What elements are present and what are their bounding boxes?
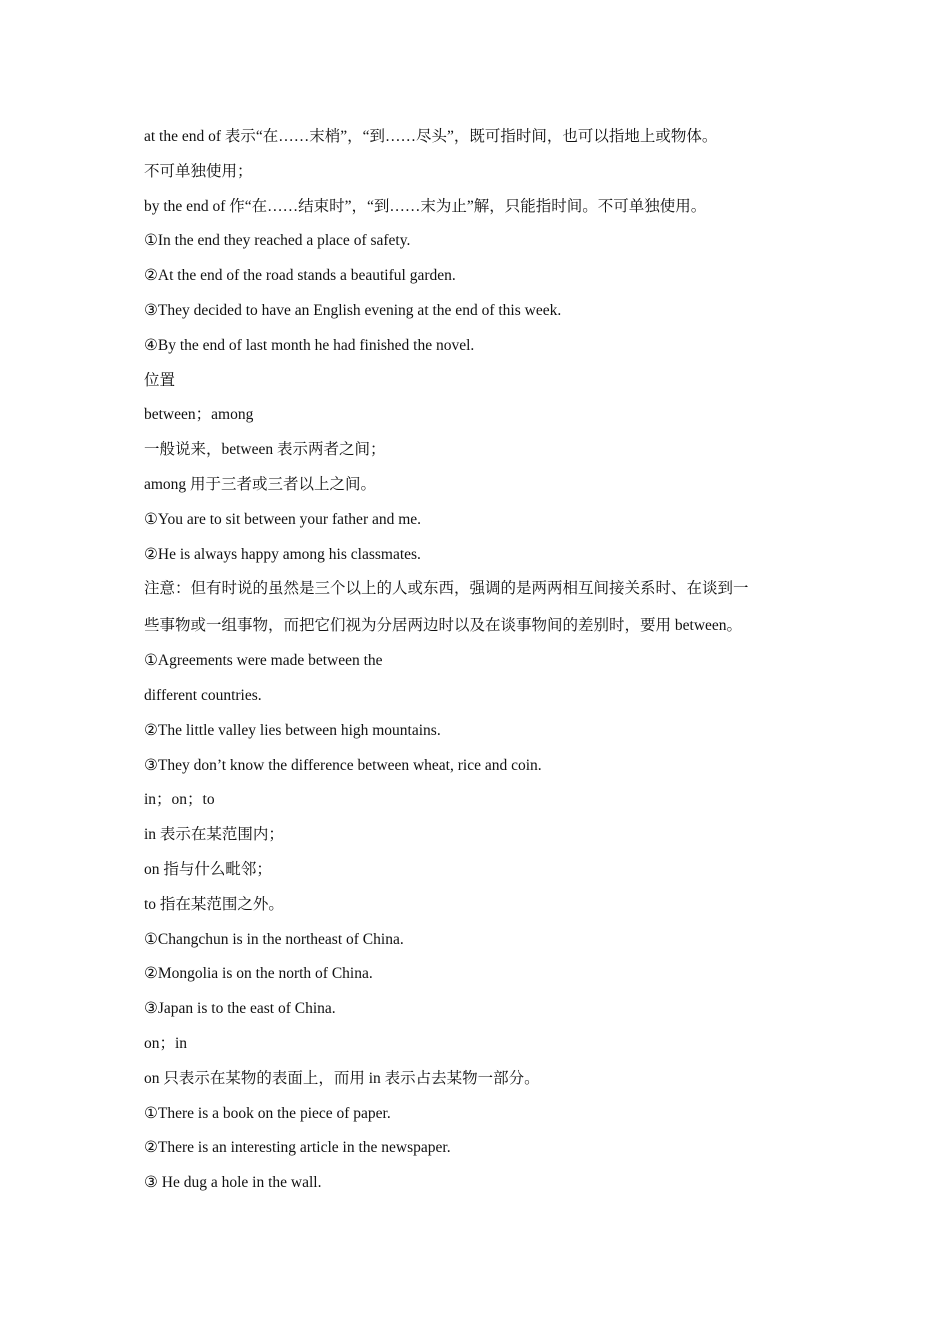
section-heading: 位置 <box>144 371 176 389</box>
document-body <box>144 124 804 1205</box>
subsection-heading: in；on；to <box>144 791 215 809</box>
text-line: by the end of 作“在……结束时”，“到……末为止”解，只能指时间。不可单独使用。 <box>144 197 707 215</box>
example-sentence: ③ He dug a hole in the wall. <box>144 1174 322 1192</box>
note-line: 注意：但有时说的虽然是三个以上的人或东西，强调的是两两相互间接关系时、在谈到一 <box>144 580 749 598</box>
example-sentence: ③They decided to have an English evening at the end of this week. <box>144 301 562 319</box>
text-line: among 用于三者或三者以上之间。 <box>144 475 377 493</box>
example-sentence: ④By the end of last month he had finished the novel. <box>144 336 475 354</box>
subsection-heading: on；in <box>144 1034 188 1052</box>
example-sentence: different countries. <box>144 686 262 704</box>
example-sentence: ②He is always happy among his classmates. <box>144 545 421 563</box>
text-line: on 只表示在某物的表面上，而用 in 表示占去某物一部分。 <box>144 1069 540 1087</box>
text-line: 不可单独使用； <box>144 162 253 180</box>
text-line: at the end of 表示“在……末梢”，“到……尽头”，既可指时间，也可以指地上或物体。 <box>144 128 718 145</box>
example-sentence: ①Changchun is in the northeast of China. <box>144 930 404 948</box>
text-line: on 指与什么毗邻； <box>144 860 272 878</box>
text-line: 一般说来，between 表示两者之间； <box>144 441 386 459</box>
example-sentence: ②There is an interesting article in the newspaper. <box>144 1139 451 1157</box>
example-sentence: ①There is a book on the piece of paper. <box>144 1104 391 1122</box>
example-sentence: ②Mongolia is on the north of China. <box>144 965 373 983</box>
note-line: 些事物或一组事物，而把它们视为分居两边时以及在谈事物间的差别时，要用 between。 <box>144 617 743 635</box>
text-line: to 指在某范围之外。 <box>144 895 284 913</box>
text-line: in 表示在某范围内； <box>144 826 284 844</box>
subsection-heading: between；among <box>144 406 254 424</box>
example-sentence: ②The little valley lies between high mountains. <box>144 721 441 739</box>
example-sentence: ③Japan is to the east of China. <box>144 1000 336 1018</box>
example-sentence: ②At the end of the road stands a beautiful garden. <box>144 267 456 285</box>
example-sentence: ①You are to sit between your father and me. <box>144 510 422 528</box>
example-sentence: ①In the end they reached a place of safety. <box>144 232 411 250</box>
example-sentence: ③They don’t know the difference between wheat, rice and coin. <box>144 756 542 774</box>
example-sentence: ①Agreements were made between the <box>144 652 383 670</box>
